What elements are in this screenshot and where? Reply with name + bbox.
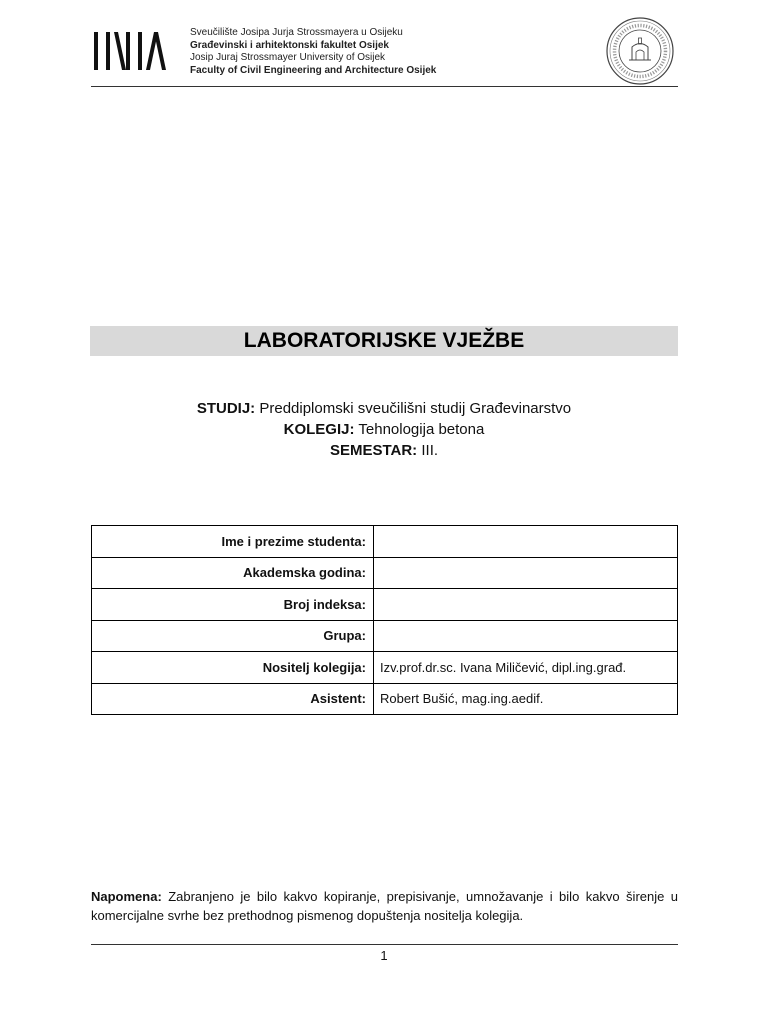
index-number-field[interactable] <box>374 589 678 621</box>
table-row <box>92 589 678 621</box>
copyright-note <box>91 887 678 925</box>
subject-label: KOLEGIJ: <box>283 421 355 438</box>
subject-line <box>90 419 678 440</box>
table-row <box>92 557 678 589</box>
faculty-logo <box>92 30 178 72</box>
assistant-label: Asistent: <box>92 683 374 715</box>
header-divider <box>91 86 678 87</box>
index-number-label: Broj indeksa: <box>92 589 374 621</box>
course-info <box>90 398 678 461</box>
semester-value: III. <box>421 442 439 459</box>
page-number: 1 <box>380 948 388 963</box>
table-row <box>92 526 678 558</box>
course-holder-value: Izv.prof.dr.sc. Ivana Miličević, dipl.ing.građ. <box>374 652 678 684</box>
subject-value: Tehnologija betona <box>358 421 485 438</box>
study-line <box>90 398 678 419</box>
academic-year-field[interactable] <box>374 557 678 589</box>
student-info-table <box>91 525 678 715</box>
document-title: LABORATORIJSKE VJEŽBE <box>243 329 525 352</box>
note-text: Zabranjeno je bilo kakvo kopiranje, prepisivanje, umnožavanje i bilo kakvo širenje u komercijalne svrhe bez prethodnog pismenog dopuštenja nositelja kolegija. <box>91 889 678 923</box>
student-name-field[interactable] <box>374 526 678 558</box>
institution-name-block <box>190 27 436 77</box>
institution-line: Josip Juraj Strossmayer University of Osijek <box>190 52 386 63</box>
footer-divider <box>91 944 678 945</box>
course-holder-label: Nositelj kolegija: <box>92 652 374 684</box>
institution-line: Građevinski i arhitektonski fakultet Osijek <box>190 39 389 51</box>
study-value: Preddiplomski sveučilišni studij Građevinarstvo <box>259 400 572 417</box>
university-seal-icon <box>605 16 675 86</box>
institution-line: Faculty of Civil Engineering and Architecture Osijek <box>190 64 437 76</box>
student-name-label: Ime i prezime studenta: <box>92 526 374 558</box>
note-label: Napomena: <box>91 889 162 904</box>
table-row <box>92 620 678 652</box>
table-row <box>92 683 678 715</box>
academic-year-label: Akademska godina: <box>92 557 374 589</box>
semester-label: SEMESTAR: <box>329 442 418 459</box>
group-label: Grupa: <box>92 620 374 652</box>
institution-line: Sveučilište Josipa Jurja Strossmayera u Osijeku <box>190 27 403 38</box>
group-field[interactable] <box>374 620 678 652</box>
study-label: STUDIJ: <box>196 400 256 417</box>
title-band <box>90 326 678 356</box>
semester-line <box>90 440 678 461</box>
table-row <box>92 652 678 684</box>
assistant-value: Robert Bušić, mag.ing.aedif. <box>374 683 678 715</box>
